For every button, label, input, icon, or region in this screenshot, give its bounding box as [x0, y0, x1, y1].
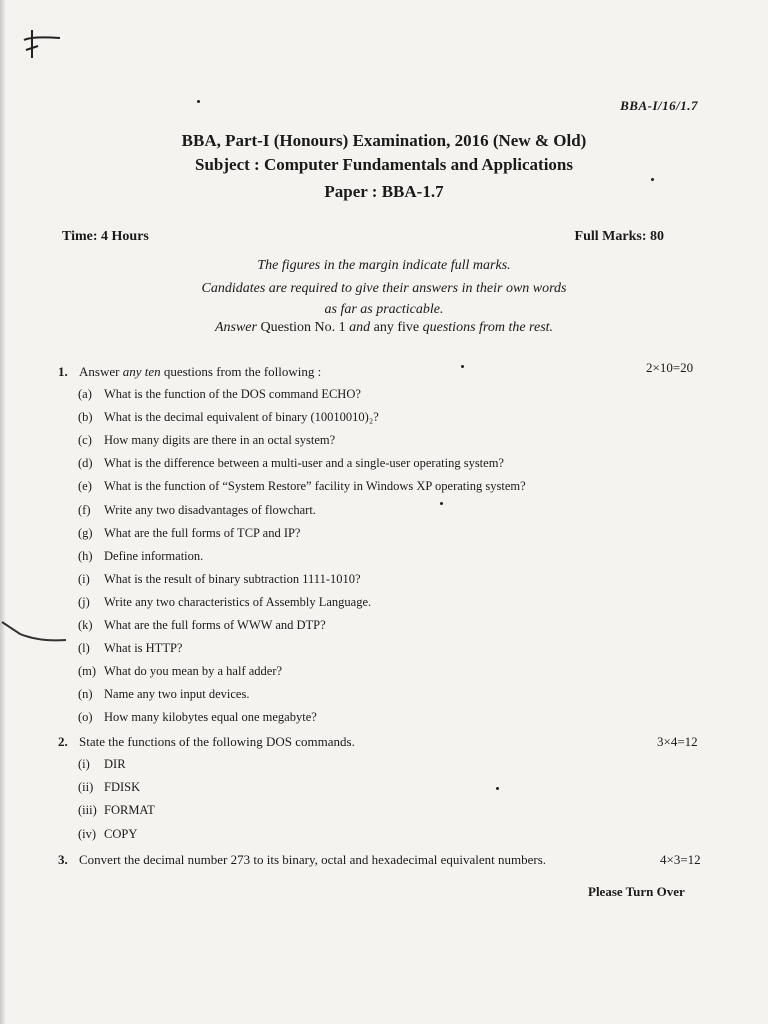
- list-item: [78, 387, 361, 402]
- item-label: (f): [78, 502, 91, 517]
- list-item: [78, 687, 250, 702]
- item-label: (e): [78, 479, 92, 494]
- item-text: What are the full forms of TCP and IP?: [104, 525, 301, 540]
- question-number: 2.: [58, 734, 68, 749]
- item-label: (h): [78, 548, 93, 563]
- list-item: [78, 502, 316, 518]
- instruction-practicable: as far as practicable.: [324, 302, 444, 317]
- paper-title: Paper : BBA-1.7: [324, 182, 444, 201]
- list-item: [78, 826, 138, 842]
- item-label: (j): [78, 594, 90, 609]
- item-label: (l): [78, 641, 90, 656]
- item-text: COPY: [104, 826, 138, 841]
- item-text: FORMAT: [104, 803, 155, 818]
- subject-title: Subject : Computer Fundamentals and Applications: [195, 155, 573, 174]
- margin-pen-mark: [0, 612, 70, 652]
- full-marks: Full Marks: 80: [574, 229, 664, 244]
- list-item: [78, 594, 372, 610]
- instruction-answer: Answer Question No. 1 and any five questions from the rest.: [214, 320, 554, 335]
- item-text: Write any two disadvantages of flowchart.: [104, 502, 316, 517]
- list-item: [78, 479, 526, 494]
- item-text: How many kilobytes equal one megabyte?: [104, 710, 317, 725]
- list-item: [78, 410, 379, 425]
- question-1: 1. Answer any ten questions from the following :: [58, 364, 322, 379]
- item-text: What is the difference between a multi-user and a single-user operating system?: [104, 456, 504, 471]
- instruction-margin: The figures in the margin indicate full marks.: [257, 258, 511, 273]
- list-item: [78, 525, 301, 541]
- list-item: [78, 456, 504, 471]
- item-text: What do you mean by a half adder?: [104, 664, 283, 679]
- item-label: (k): [78, 618, 93, 632]
- item-text: FDISK: [104, 780, 141, 795]
- item-label: (m): [78, 664, 97, 679]
- item-text: Define information.: [104, 548, 204, 563]
- item-text: What is HTTP?: [104, 641, 183, 656]
- list-item: [78, 757, 126, 772]
- item-label: (ii): [78, 780, 94, 795]
- item-label: (i): [78, 757, 90, 771]
- list-item: [78, 710, 317, 725]
- item-text: What is the function of the DOS command ECHO?: [104, 387, 361, 401]
- item-label: (b): [78, 410, 93, 425]
- scan-speck: [440, 502, 443, 505]
- please-turn-over: Please Turn Over: [588, 884, 685, 899]
- item-label: (g): [78, 525, 93, 540]
- item-text: What is the decimal equivalent of binary (10010010)₂?: [104, 410, 379, 425]
- scan-speck: [461, 365, 464, 368]
- list-item: [78, 548, 204, 564]
- item-label: (iii): [78, 803, 97, 818]
- scan-edge-shadow: [0, 0, 6, 1024]
- list-item: [78, 780, 141, 795]
- item-label: (a): [78, 387, 92, 401]
- paper-code: BBA-I/16/1.7: [620, 98, 698, 113]
- item-label: (c): [78, 433, 92, 448]
- time-allowed: Time: 4 Hours: [62, 229, 149, 244]
- question-2: 2. State the functions of the following DOS commands.: [58, 734, 355, 749]
- list-item: [78, 433, 336, 448]
- exam-title: BBA, Part-I (Honours) Examination, 2016 (New & Old): [181, 131, 587, 150]
- question-2-marks: 3×4=12: [657, 734, 698, 749]
- pen-scribble-mark: [18, 24, 66, 64]
- item-label: (o): [78, 710, 93, 725]
- item-label: (iv): [78, 826, 97, 841]
- item-text: What is the function of “System Restore” facility in Windows XP operating system?: [104, 479, 526, 494]
- list-item: [78, 803, 155, 818]
- scan-speck: [197, 100, 200, 103]
- scan-speck: [496, 787, 499, 790]
- question-3: 3. Convert the decimal number 273 to its binary, octal and hexadecimal equivalent numbers.: [58, 852, 547, 867]
- list-item: [78, 641, 183, 656]
- item-label: (n): [78, 687, 93, 702]
- question-1-marks: 2×10=20: [646, 360, 694, 375]
- item-text: DIR: [104, 757, 126, 771]
- instruction-own-words: Candidates are required to give their answers in their own words: [201, 281, 567, 296]
- question-number: 1.: [58, 364, 68, 379]
- item-label: (i): [78, 571, 90, 586]
- item-text: How many digits are there in an octal system?: [104, 433, 336, 448]
- item-text: What are the full forms of WWW and DTP?: [104, 618, 326, 632]
- question-number: 3.: [58, 852, 68, 867]
- list-item: [78, 618, 326, 633]
- item-label: (d): [78, 456, 93, 471]
- list-item: [78, 664, 283, 679]
- item-text: Name any two input devices.: [104, 687, 250, 702]
- scan-speck: [651, 178, 654, 181]
- item-text: What is the result of binary subtraction 1111-1010?: [104, 571, 361, 586]
- list-item: [78, 571, 361, 587]
- question-3-marks: 4×3=12: [660, 852, 701, 867]
- item-text: Write any two characteristics of Assembly Language.: [104, 594, 372, 609]
